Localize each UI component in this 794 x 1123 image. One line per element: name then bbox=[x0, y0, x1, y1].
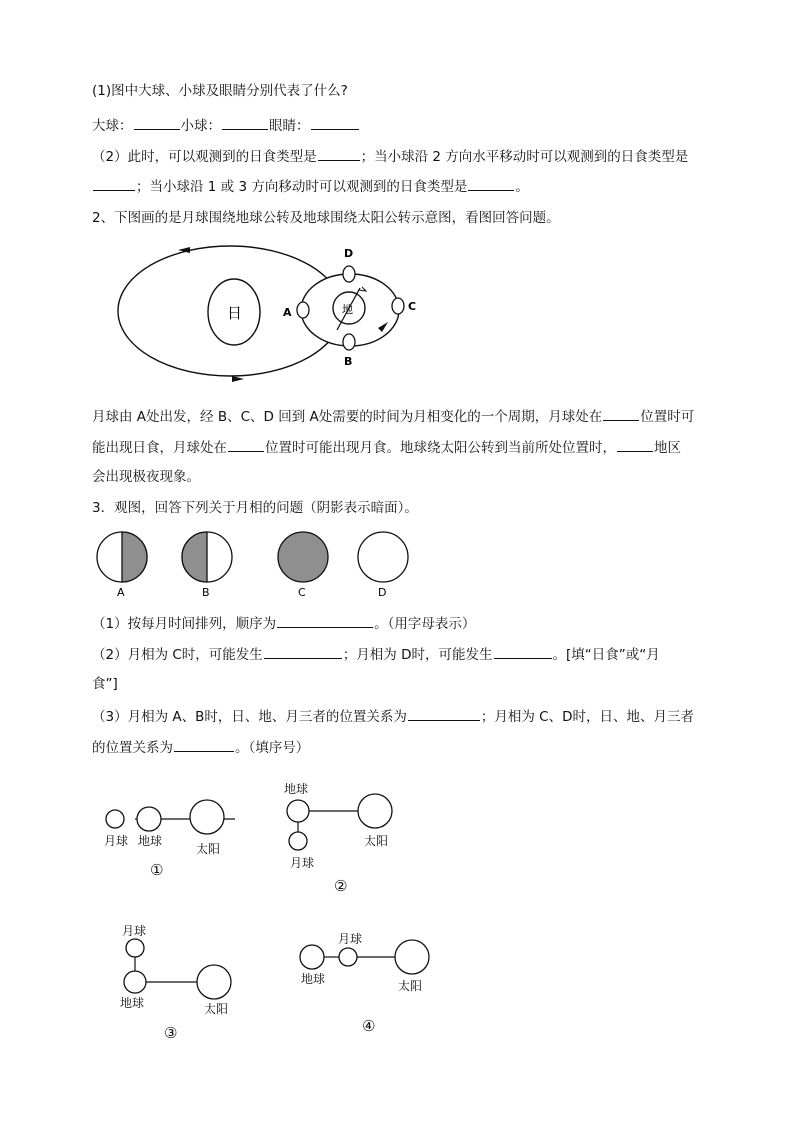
moon bbox=[289, 832, 307, 850]
moon-caption: 月球 bbox=[104, 834, 129, 848]
earth bbox=[124, 971, 146, 993]
phase-c bbox=[278, 532, 328, 582]
earth-caption: 地球 bbox=[138, 834, 163, 848]
moon-b bbox=[343, 334, 355, 350]
sun bbox=[395, 940, 429, 974]
answer-blank[interactable] bbox=[174, 737, 234, 752]
sun bbox=[190, 800, 224, 834]
sun bbox=[358, 794, 392, 828]
moon-c bbox=[392, 298, 404, 314]
answer-blank[interactable] bbox=[222, 115, 268, 130]
diagram-number: ③ bbox=[164, 1024, 178, 1042]
q1-line1: (1)图中大球、小球及眼睛分别代表了什么? bbox=[92, 83, 348, 99]
phase-label: D bbox=[378, 586, 387, 599]
q1-line3: （2）此时，可以观测到的日食类型是 ；当小球沿 2 方向水平移动时可以观测到的日食类型是 bbox=[92, 146, 707, 167]
earth bbox=[287, 800, 309, 822]
phase-b bbox=[182, 532, 232, 582]
answer-blank[interactable] bbox=[93, 176, 135, 191]
q2-para1: 月球由 A处出发，经 B、C、D 回到 A处需要的时间为月相变化的一个周期，月球处在 位置时可 bbox=[92, 406, 707, 427]
sun-caption: 太阳 bbox=[196, 842, 221, 856]
earth bbox=[137, 807, 161, 831]
q2-para3: 会出现极夜现象。 bbox=[92, 469, 200, 485]
answer-blank[interactable] bbox=[264, 644, 342, 659]
moon bbox=[339, 948, 357, 966]
moon bbox=[126, 939, 144, 957]
phase-label: B bbox=[202, 586, 210, 599]
sun bbox=[197, 965, 231, 999]
q3-sub1: （1）按每月时间排列，顺序为 。（用字母表示） bbox=[92, 613, 707, 634]
answer-blank[interactable] bbox=[318, 146, 360, 161]
phase-label: C bbox=[298, 586, 306, 599]
diagram-2 bbox=[280, 790, 400, 860]
q3-title: 3．观图，回答下列关于月相的问题（阴影表示暗面）。 bbox=[92, 500, 418, 516]
answer-blank[interactable] bbox=[408, 706, 480, 721]
arrow-icon bbox=[232, 376, 244, 382]
orbit-diagram bbox=[110, 238, 440, 388]
moon-caption: 月球 bbox=[290, 856, 315, 870]
label-a: A bbox=[283, 306, 292, 319]
answer-blank[interactable] bbox=[311, 115, 359, 130]
q3-sub3: （3）月相为 A、B时，日、地、月三者的位置关系为 ；月相为 C、D时，日、地、月三者 bbox=[92, 706, 707, 727]
answer-blank[interactable] bbox=[617, 437, 653, 452]
label-d: D bbox=[344, 247, 354, 260]
moon-caption: 月球 bbox=[122, 924, 147, 938]
sun-caption: 太阳 bbox=[398, 979, 423, 993]
q2-para2: 能出现日食，月球处在 位置时可能出现月食。地球绕太阳公转到当前所处位置时， 地区 bbox=[92, 437, 707, 458]
earth-caption: 地球 bbox=[120, 996, 145, 1010]
q1-line2: 大球： 小球： 眼睛： bbox=[92, 115, 707, 136]
phase-d bbox=[358, 532, 408, 582]
earth-label: 地 bbox=[342, 303, 353, 316]
phase-label: A bbox=[117, 586, 125, 599]
earth bbox=[300, 945, 324, 969]
answer-blank[interactable] bbox=[277, 613, 373, 628]
answer-blank[interactable] bbox=[228, 437, 264, 452]
answer-blank[interactable] bbox=[494, 644, 552, 659]
q1-line4: ；当小球沿 1 或 3 方向移动时可以观测到的日食类型是 。 bbox=[92, 176, 707, 197]
sun-label: 日 bbox=[227, 304, 243, 322]
label-c: C bbox=[408, 300, 417, 313]
q3-sub2: （2）月相为 C时，可能发生 ；月相为 D时，可能发生 。[填“日食”或“月 bbox=[92, 644, 707, 665]
diagram-number: ② bbox=[334, 877, 348, 895]
answer-blank[interactable] bbox=[134, 115, 180, 130]
q3-sub2-cont: 食”] bbox=[92, 676, 118, 692]
phase-a bbox=[97, 532, 147, 582]
moon-a bbox=[297, 302, 309, 318]
diagram-number: ① bbox=[150, 861, 164, 879]
earth-caption: 地球 bbox=[301, 972, 326, 986]
sun-caption: 太阳 bbox=[204, 1002, 229, 1016]
q3-sub3-cont: 的位置关系为 。（填序号） bbox=[92, 737, 707, 758]
moon bbox=[106, 810, 124, 828]
diagram-number: ④ bbox=[362, 1017, 376, 1035]
answer-blank[interactable] bbox=[603, 406, 639, 421]
moon-phases bbox=[95, 530, 415, 600]
moon-caption: 月球 bbox=[338, 932, 363, 946]
moon-d bbox=[343, 266, 355, 282]
earth-caption: 地球 bbox=[284, 782, 309, 796]
q2-title: 2、下图画的是月球围绕地球公转及地球围绕太阳公转示意图，看图回答问题。 bbox=[92, 210, 560, 226]
sun-caption: 太阳 bbox=[364, 834, 389, 848]
answer-blank[interactable] bbox=[468, 176, 514, 191]
label-b: B bbox=[344, 355, 353, 368]
